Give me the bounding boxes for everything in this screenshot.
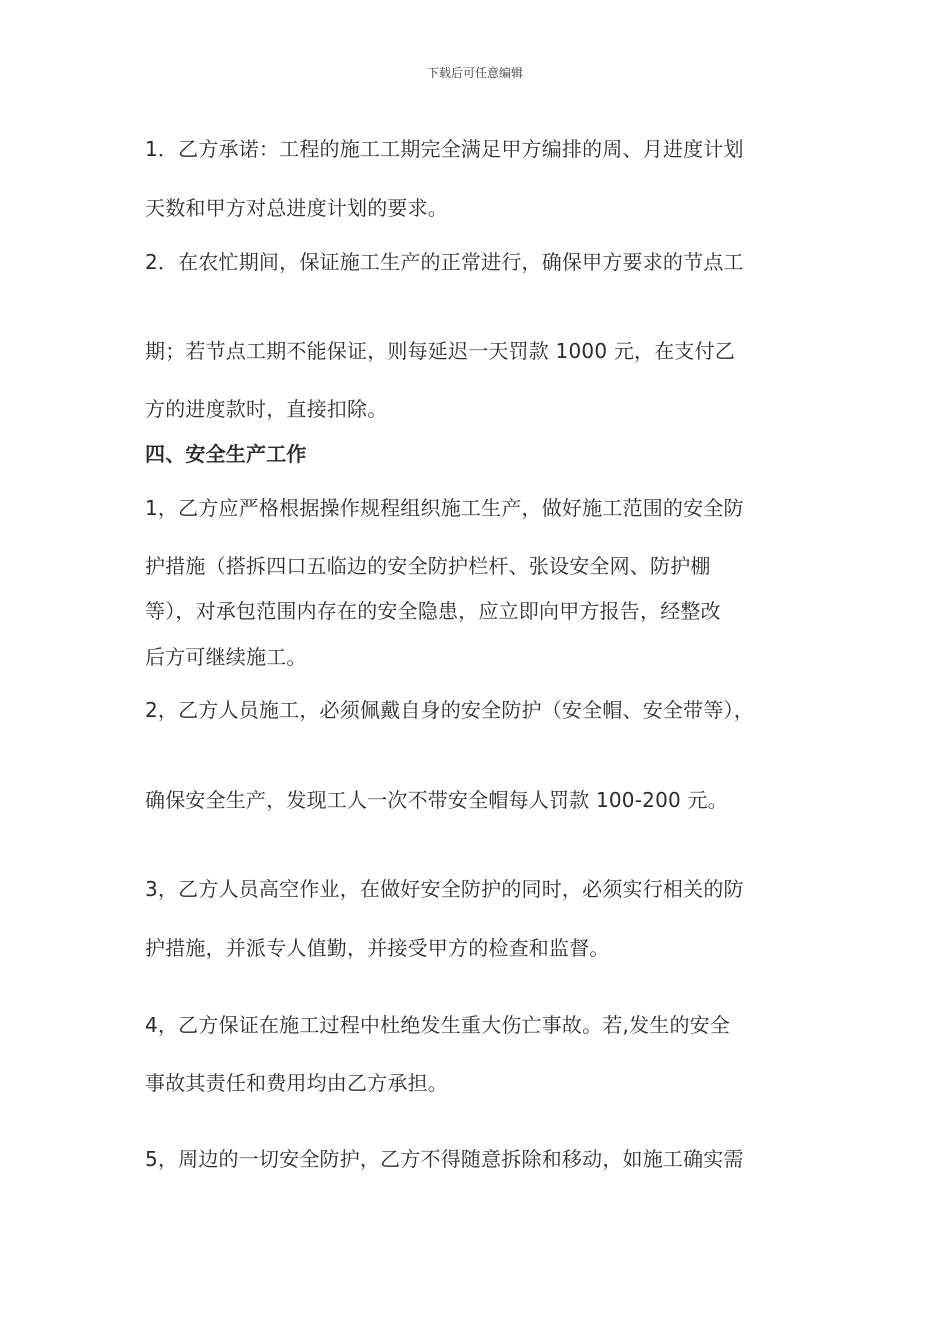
paragraph-line: 确保安全生产，发现工人一次不带安全帽每人罚款 100-200 元。	[145, 788, 728, 812]
paragraph-line: 等），对承包范围内存在的安全隐患，应立即向甲方报告，经整改	[145, 599, 721, 623]
page-header-note: 下载后可任意编辑	[426, 66, 523, 80]
paragraph-line: 5，周边的一切安全防护，乙方不得随意拆除和移动，如施工确实需	[145, 1147, 744, 1171]
paragraph-line: 方的进度款时，直接扣除。	[145, 397, 388, 421]
paragraph-line: 2．在农忙期间，保证施工生产的正常进行，确保甲方要求的节点工	[145, 250, 744, 274]
paragraph-line: 1．乙方承诺：工程的施工工期完全满足甲方编排的周、月进度计划	[145, 137, 744, 161]
paragraph-line: 3，乙方人员高空作业，在做好安全防护的同时，必须实行相关的防	[145, 877, 744, 901]
paragraph-line: 1，乙方应严格根据操作规程组织施工生产，做好施工范围的安全防	[145, 496, 744, 520]
section-heading: 四、安全生产工作	[145, 442, 307, 466]
paragraph-line: 事故其责任和费用均由乙方承担。	[145, 1071, 448, 1095]
paragraph-line: 后方可继续施工。	[145, 645, 307, 669]
paragraph-line: 2，乙方人员施工，必须佩戴自身的安全防护（安全帽、安全带等），	[145, 698, 754, 722]
paragraph-line: 4，乙方保证在施工过程中杜绝发生重大伤亡事故。若,发生的安全	[145, 1013, 731, 1037]
paragraph-line: 期；若节点工期不能保证，则每延迟一天罚款 1000 元，在支付乙	[145, 339, 736, 363]
paragraph-line: 护措施，并派专人值勤，并接受甲方的检查和监督。	[145, 936, 610, 960]
paragraph-line: 天数和甲方对总进度计划的要求。	[145, 196, 448, 220]
paragraph-line: 护措施（搭拆四口五临边的安全防护栏杆、张设安全网、防护棚	[145, 554, 711, 578]
